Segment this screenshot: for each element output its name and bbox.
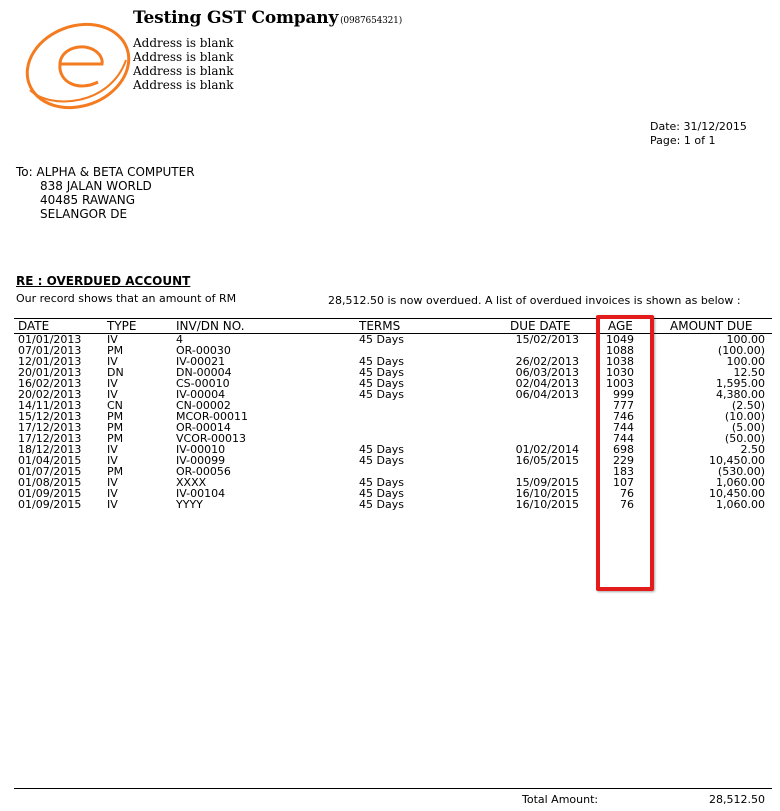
cell-terms: 45 Days xyxy=(359,355,404,368)
cell-inv-no: DN-00004 xyxy=(176,366,232,379)
cell-terms: 45 Days xyxy=(359,366,404,379)
table-row xyxy=(0,499,780,510)
intro-text: Our record shows that an amount of RM xyxy=(16,292,237,305)
cell-amount-due: (2.50) xyxy=(731,399,765,412)
cell-age: 744 xyxy=(613,421,634,434)
cell-age: 744 xyxy=(613,432,634,445)
cell-due-date: 16/05/2015 xyxy=(515,454,579,467)
cell-date: 16/02/2013 xyxy=(18,377,82,390)
cell-amount-due: (100.00) xyxy=(717,344,765,357)
total-amount: 28,512.50 xyxy=(709,793,765,806)
total-label: Total Amount: xyxy=(522,793,599,806)
cell-age: 1030 xyxy=(606,366,634,379)
cell-amount-due: 10,450.00 xyxy=(709,487,765,500)
subject-heading: RE : OVERDUED ACCOUNT xyxy=(16,274,191,288)
cell-age: 183 xyxy=(613,465,634,478)
header-date: DATE xyxy=(18,319,50,333)
cell-terms: 45 Days xyxy=(359,443,404,456)
recipient-name: ALPHA & BETA COMPUTER xyxy=(36,165,195,179)
cell-terms: 45 Days xyxy=(359,454,404,467)
cell-due-date: 06/03/2013 xyxy=(515,366,579,379)
cell-amount-due: (530.00) xyxy=(717,465,765,478)
cell-terms: 45 Days xyxy=(359,487,404,500)
cell-date: 01/09/2015 xyxy=(18,498,82,511)
header-amount-due: AMOUNT DUE xyxy=(670,319,753,333)
cell-amount-due: 1,595.00 xyxy=(716,377,765,390)
cell-type: IV xyxy=(107,498,118,511)
cell-amount-due: 100.00 xyxy=(726,355,765,368)
cell-type: CN xyxy=(107,399,123,412)
cell-amount-due: 1,060.00 xyxy=(716,498,765,511)
cell-due-date: 06/04/2013 xyxy=(515,388,579,401)
company-address-line: Address is blank xyxy=(133,64,234,78)
cell-inv-no: IV-00104 xyxy=(176,487,226,500)
cell-inv-no: YYYY xyxy=(176,498,203,511)
cell-date: 20/02/2013 xyxy=(18,388,82,401)
cell-inv-no: XXXX xyxy=(176,476,207,489)
cell-amount-due: 4,380.00 xyxy=(716,388,765,401)
cell-age: 746 xyxy=(613,410,634,423)
cell-age: 76 xyxy=(620,498,634,511)
header-inv-no: INV/DN NO. xyxy=(176,319,245,333)
page-line: Page: 1 of 1 xyxy=(650,134,716,147)
recipient-block xyxy=(16,165,195,221)
cell-type: PM xyxy=(107,465,124,478)
cell-amount-due: 1,060.00 xyxy=(716,476,765,489)
header-type: TYPE xyxy=(107,319,137,333)
cell-due-date: 15/02/2013 xyxy=(515,333,579,346)
cell-inv-no: IV-00021 xyxy=(176,355,226,368)
cell-type: IV xyxy=(107,487,118,500)
cell-type: PM xyxy=(107,421,124,434)
company-address-line: Address is blank xyxy=(133,50,234,64)
cell-date: 14/11/2013 xyxy=(18,399,82,412)
cell-date: 01/08/2015 xyxy=(18,476,82,489)
company-phone: (0987654321) xyxy=(340,16,403,26)
cell-due-date: 02/04/2013 xyxy=(515,377,579,390)
cell-terms: 45 Days xyxy=(359,377,404,390)
cell-inv-no: IV-00010 xyxy=(176,443,226,456)
cell-age: 1049 xyxy=(606,333,634,346)
cell-type: PM xyxy=(107,432,124,445)
header-due-date: DUE DATE xyxy=(510,319,571,333)
cell-date: 20/01/2013 xyxy=(18,366,82,379)
cell-type: IV xyxy=(107,476,118,489)
cell-inv-no: CS-00010 xyxy=(176,377,230,390)
intro-amount-text: 28,512.50 is now overdued. A list of overdued invoices is shown as below : xyxy=(328,294,741,307)
cell-date: 07/01/2013 xyxy=(18,344,82,357)
cell-inv-no: CN-00002 xyxy=(176,399,231,412)
cell-date: 15/12/2013 xyxy=(18,410,82,423)
cell-inv-no: OR-00014 xyxy=(176,421,231,434)
table-header xyxy=(0,319,780,333)
company-address-line: Address is blank xyxy=(133,36,234,50)
recipient-address-line: SELANGOR DE xyxy=(40,207,128,221)
page-number: 1 of 1 xyxy=(683,134,716,147)
cell-due-date: 26/02/2013 xyxy=(515,355,579,368)
recipient-name-line: To: ALPHA & BETA COMPUTER xyxy=(16,165,195,179)
table-body xyxy=(0,334,780,510)
cell-inv-no: 4 xyxy=(176,333,183,346)
cell-age: 777 xyxy=(613,399,634,412)
age-column-highlight xyxy=(596,315,654,591)
cell-terms: 45 Days xyxy=(359,388,404,401)
cell-type: PM xyxy=(107,344,124,357)
cell-amount-due: (10.00) xyxy=(724,410,765,423)
cell-date: 17/12/2013 xyxy=(18,432,82,445)
recipient-address-line: 838 JALAN WORLD xyxy=(40,179,152,193)
header-terms: TERMS xyxy=(359,319,401,333)
cell-age: 1038 xyxy=(606,355,634,368)
company-logo xyxy=(20,20,132,112)
cell-due-date: 16/10/2015 xyxy=(515,487,579,500)
cell-inv-no: OR-00056 xyxy=(176,465,231,478)
cell-terms: 45 Days xyxy=(359,476,404,489)
cell-amount-due: 100.00 xyxy=(726,333,765,346)
cell-date: 17/12/2013 xyxy=(18,421,82,434)
cell-inv-no: MCOR-00011 xyxy=(176,410,248,423)
cell-amount-due: 12.50 xyxy=(733,366,765,379)
date-line: Date: 31/12/2015 xyxy=(650,120,747,133)
cell-age: 76 xyxy=(620,487,634,500)
cell-age: 229 xyxy=(613,454,634,467)
company-name: Testing GST Company (0987654321) xyxy=(133,8,403,28)
cell-type: DN xyxy=(107,366,124,379)
cell-terms: 45 Days xyxy=(359,333,404,346)
cell-type: IV xyxy=(107,333,118,346)
company-address-line: Address is blank xyxy=(133,78,234,92)
cell-date: 01/04/2015 xyxy=(18,454,82,467)
header-age: AGE xyxy=(608,319,633,333)
cell-age: 1003 xyxy=(606,377,634,390)
cell-type: IV xyxy=(107,377,118,390)
cell-inv-no: VCOR-00013 xyxy=(176,432,247,445)
cell-amount-due: (5.00) xyxy=(731,421,765,434)
cell-type: PM xyxy=(107,410,124,423)
cell-amount-due: 10,450.00 xyxy=(709,454,765,467)
cell-age: 1088 xyxy=(606,344,634,357)
cell-amount-due: 2.50 xyxy=(740,443,765,456)
document-meta xyxy=(650,120,747,148)
cell-type: IV xyxy=(107,355,118,368)
cell-inv-no: OR-00030 xyxy=(176,344,231,357)
cell-age: 698 xyxy=(613,443,634,456)
cell-date: 01/09/2015 xyxy=(18,487,82,500)
cell-date: 01/07/2015 xyxy=(18,465,82,478)
recipient-address-line: 40485 RAWANG xyxy=(40,193,136,207)
overdue-invoice-table xyxy=(0,319,780,510)
cell-date: 01/01/2013 xyxy=(18,333,82,346)
cell-type: IV xyxy=(107,388,118,401)
cell-inv-no: IV-00004 xyxy=(176,388,226,401)
cell-type: IV xyxy=(107,454,118,467)
cell-due-date: 15/09/2015 xyxy=(515,476,579,489)
cell-terms: 45 Days xyxy=(359,498,404,511)
cell-inv-no: IV-00099 xyxy=(176,454,226,467)
cell-date: 12/01/2013 xyxy=(18,355,82,368)
cell-type: IV xyxy=(107,443,118,456)
document-date: 31/12/2015 xyxy=(683,120,747,133)
cell-date: 18/12/2013 xyxy=(18,443,82,456)
cell-age: 999 xyxy=(613,388,634,401)
total-rule xyxy=(14,788,772,789)
cell-age: 107 xyxy=(613,476,634,489)
cell-amount-due: (50.00) xyxy=(724,432,765,445)
cell-due-date: 16/10/2015 xyxy=(515,498,579,511)
cell-due-date: 01/02/2014 xyxy=(515,443,579,456)
